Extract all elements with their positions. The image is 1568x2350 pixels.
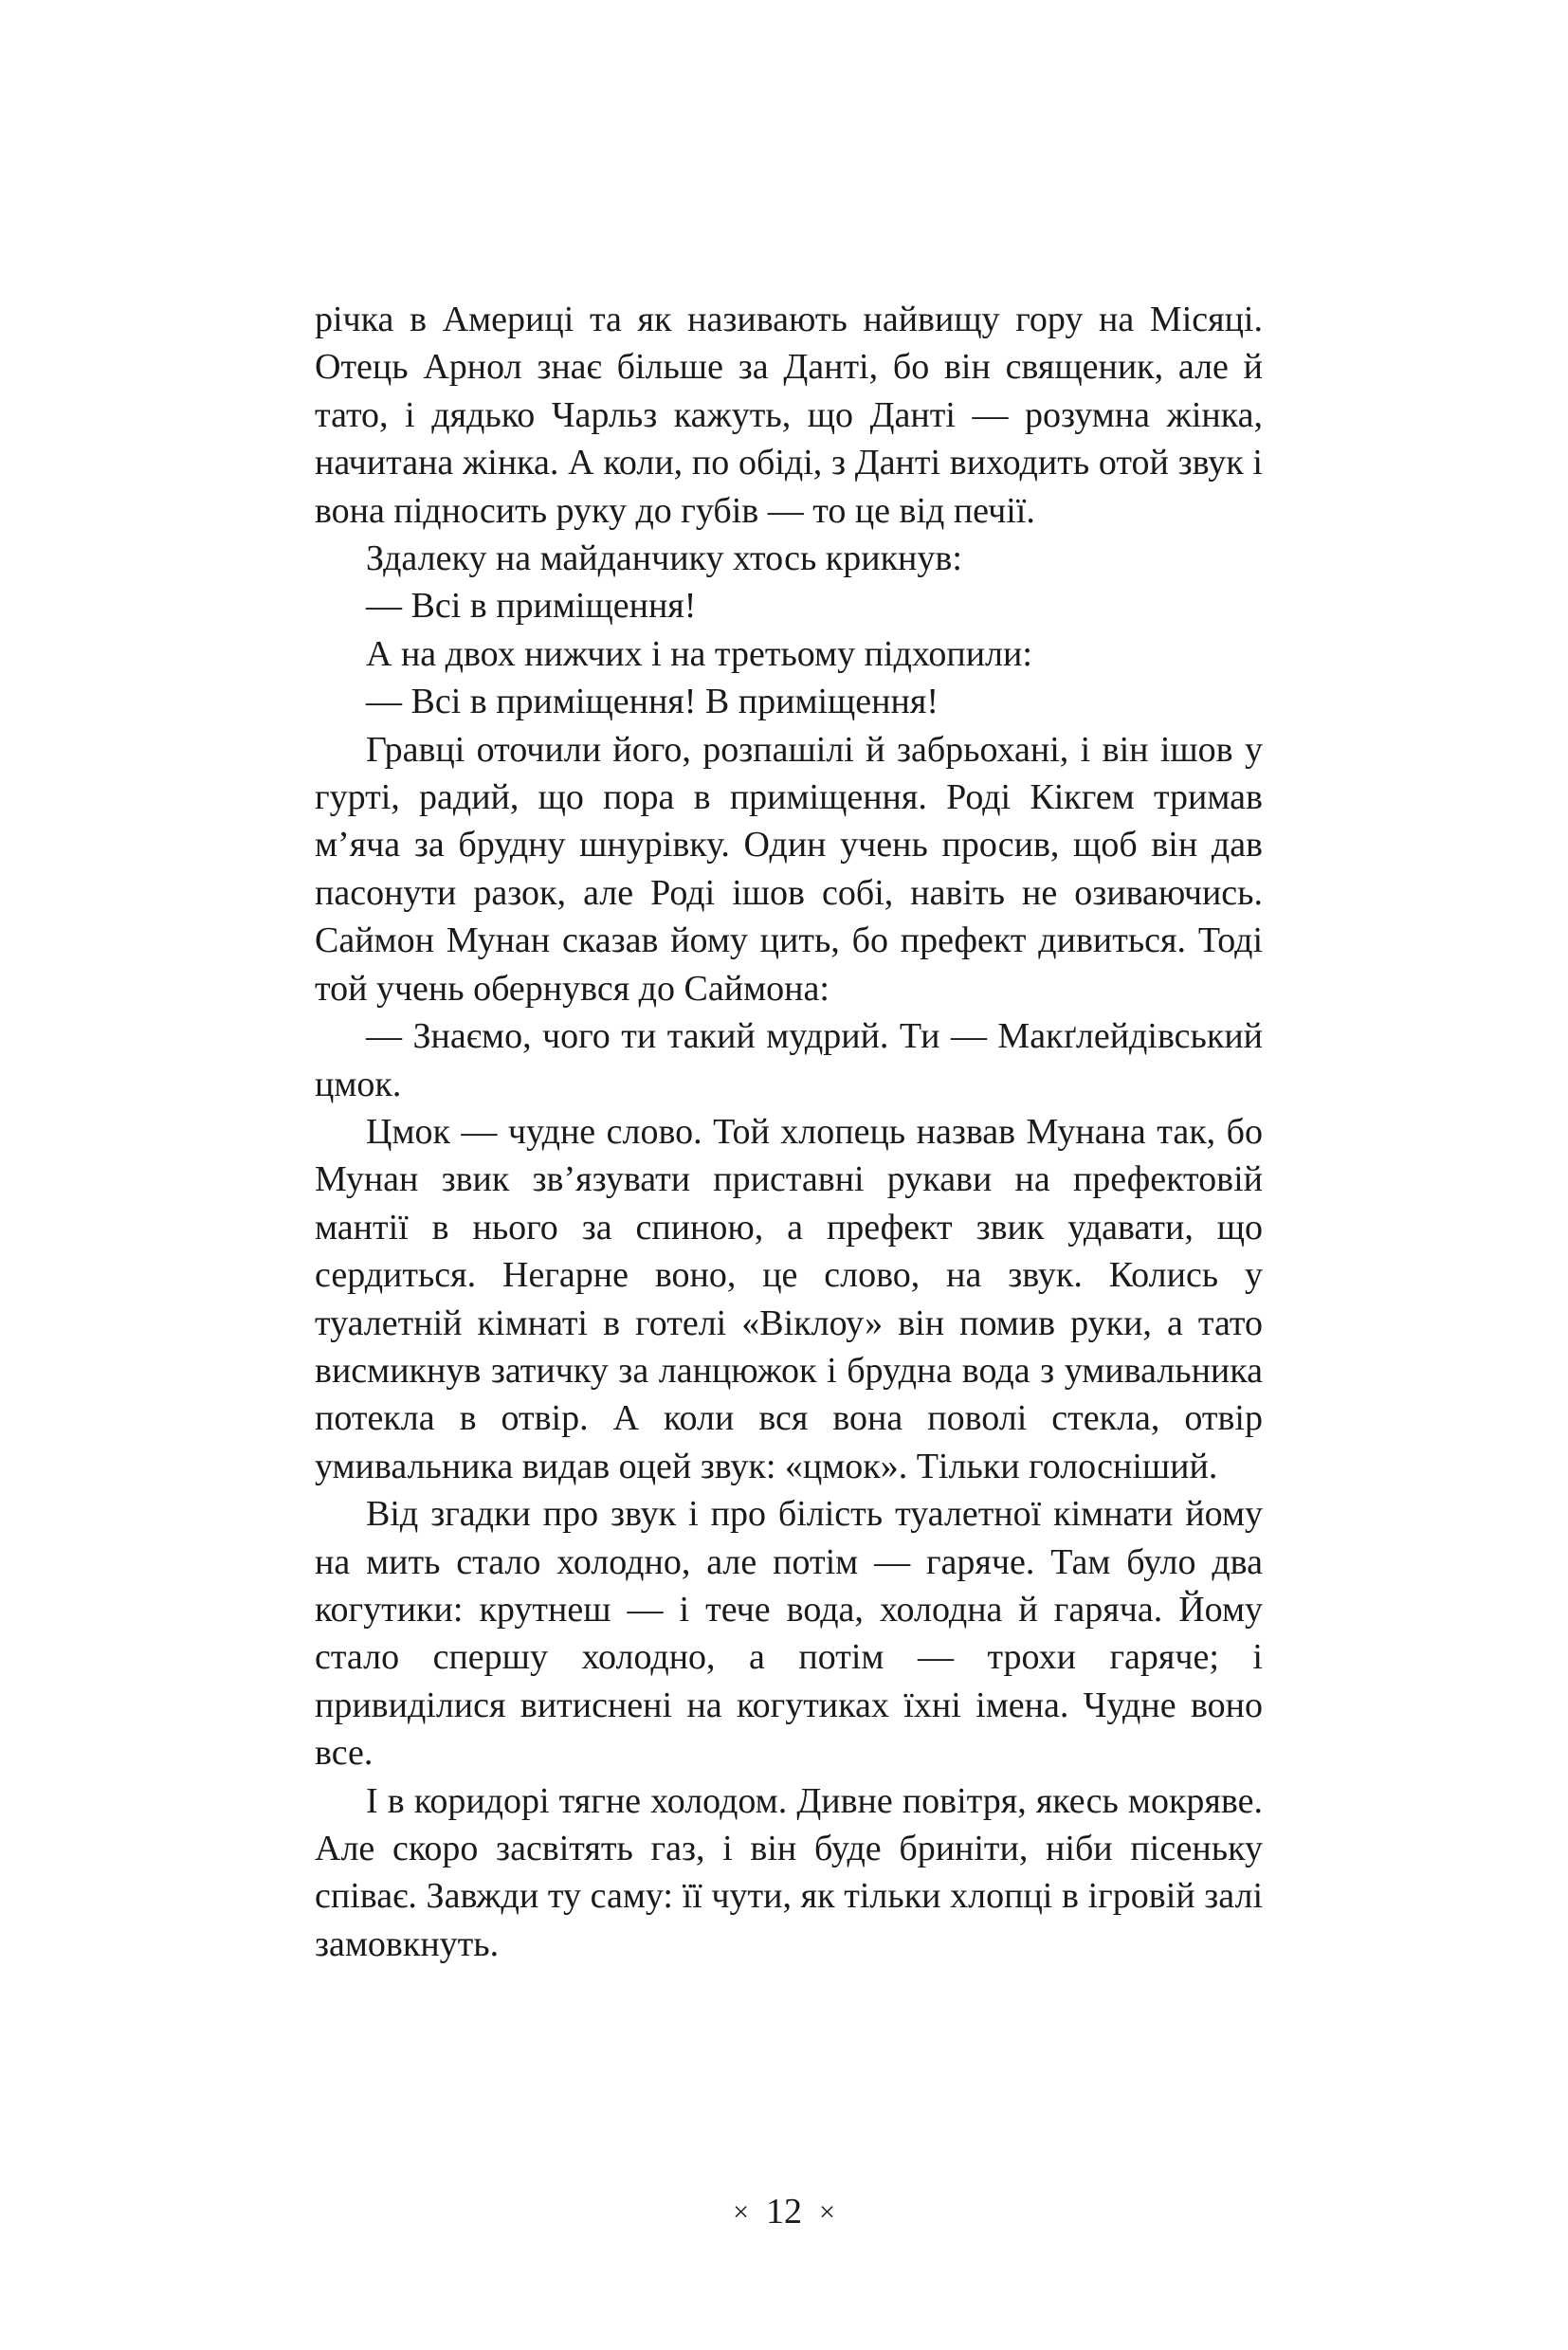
paragraph-4: А на двох нижчих і на третьому підхопили:: [366, 633, 1032, 674]
footer-ornament-left: ×: [733, 2196, 749, 2228]
footer-ornament-right: ×: [819, 2196, 835, 2228]
paragraph-10: І в коридорі тягне холодом. Дивне повітря, якесь мокряве. Але скоро засвітять газ, і він буде бриніти, ніби пісеньку співає. Завжди ту саму: її чути, як тільки хлопці в ігровій залі замовкнуть.: [315, 1780, 1263, 1964]
paragraph-8: Цмок — чудне слово. Той хлопець назвав Мунана так, бо Мунан звик зв’язувати приставні рукави на префектовій мантії в нього за спиною, а префект звик удавати, що сердиться. Негарне воно, це слово, на звук. Колись у туалетній кімнаті в готелі «Віклоу» він помив руки, а тато висмикнув затичку за ланцюжок і брудна вода з умивальника потекла в отвір. А коли вся вона поволі стекла, отвір умивальника видав оцей звук: «цмок». Тільки голосніший.: [315, 1111, 1263, 1486]
body-text: [315, 296, 1263, 1968]
paragraph-3-dialogue: — Всі в приміщення!: [366, 586, 697, 627]
paragraph-6: Гравці оточили його, розпашілі й забрьохані, і він ішов у гурті, радий, що пора в приміщення. Роді Кікгем тримав м’яча за брудну шнурівку. Один учень просив, щоб він дав пасонути разок, але Роді ішов собі, навіть не озиваючись. Саймон Мунан сказав йому цить, бо префект дивиться. Тоді той учень обернувся до Саймона:: [315, 729, 1263, 1009]
paragraph-7-dialogue: — Знаємо, чого ти такий мудрий. Ти — Макґлейдівський цмок.: [315, 1016, 1263, 1104]
paragraph-1: річка в Америці та як називають найвищу гору на Місяці. Отець Арнол знає більше за Данті, бо він священик, але й тато, і дядько Чарльз кажуть, що Данті — розумна жінка, начитана жінка. А коли, по обіді, з Данті виходить отой звук і вона підносить руку до губів — то це від печії.: [315, 300, 1263, 531]
paragraph-2: Здалеку на майданчику хтось крикнув:: [366, 538, 962, 579]
paragraph-5-dialogue: — Всі в приміщення! В приміщення!: [366, 682, 939, 722]
page-footer: [0, 2188, 1568, 2238]
page-number: 12: [766, 2192, 802, 2232]
paragraph-9: Від згадки про звук і про білість туалетної кімнати йому на мить стало холодно, але потім — гаряче. Там було два когутики: крутнеш — і тече вода, холодна й гаряча. Йому стало спершу холодно, а потім — трохи гаряче; і привиділися витиснені на когутиках їхні імена. Чудне воно все.: [315, 1494, 1263, 1774]
